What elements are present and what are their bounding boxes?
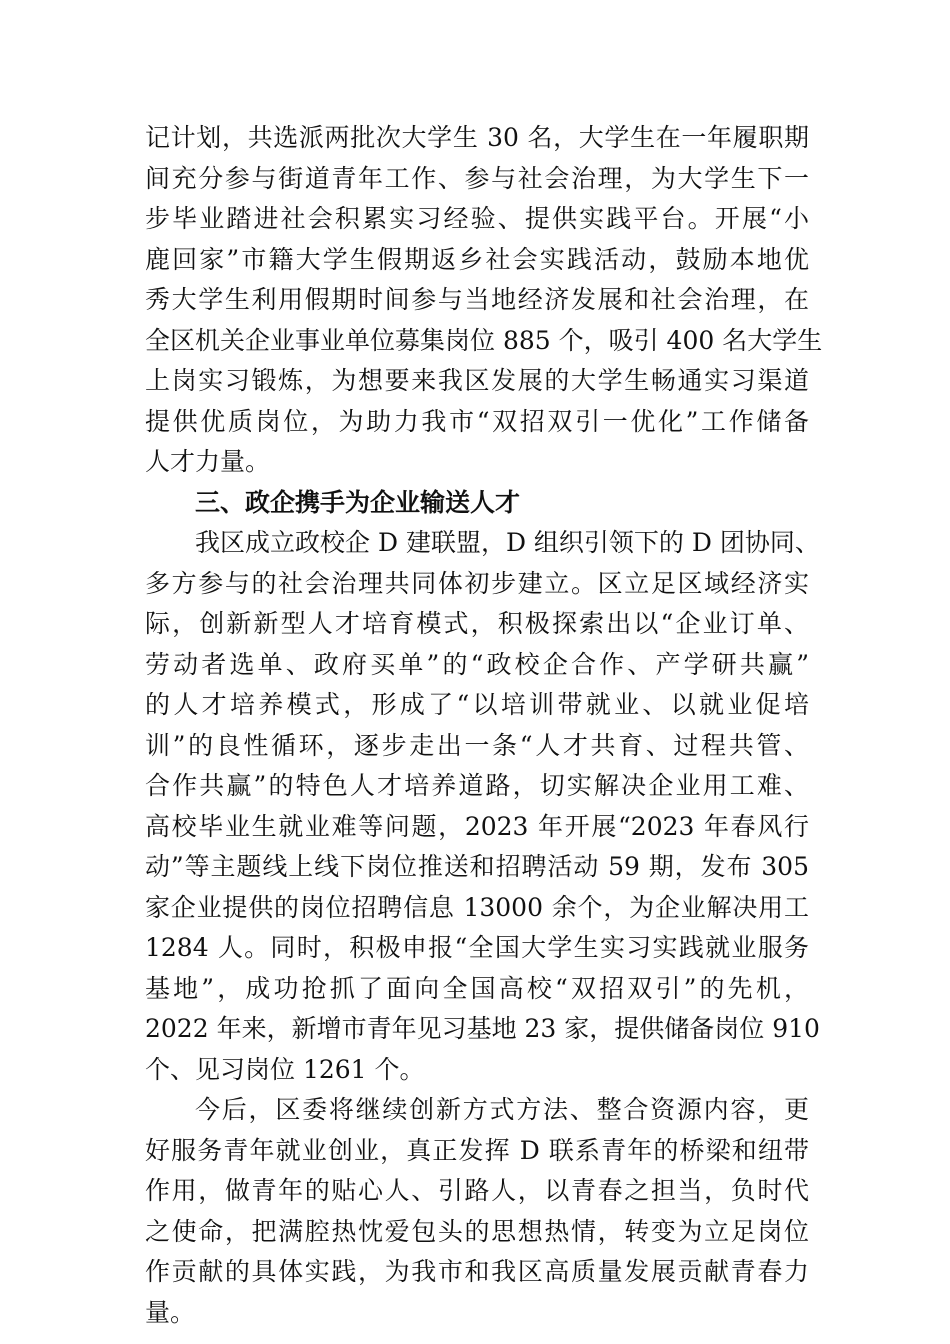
text-line: 全区机关企业事业单位募集岗位 885 个，吸引 400 名大学生 <box>145 325 823 355</box>
text-line: 步毕业踏进社会积累实习经验、提供实践平台。开展“小 <box>145 204 809 233</box>
text-line: 好服务青年就业创业，真正发挥 D 联系青年的桥梁和纽带 <box>145 1135 809 1165</box>
text-line: 鹿回家”市籍大学生假期返乡社会实践活动，鼓励本地优 <box>145 244 809 274</box>
document-page <box>145 118 823 1333</box>
text-line: 高校毕业生就业难等问题，2023 年开展“2023 年春风行 <box>145 811 809 841</box>
text-line: 多方参与的社会治理共同体初步建立。区立足区域经济实 <box>145 568 809 598</box>
text-line: 作贡献的具体实践，为我市和我区高质量发展贡献青春力 <box>145 1257 809 1286</box>
section-heading: 三、政企携手为企业输送人才 <box>195 487 521 517</box>
text-line: 秀大学生利用假期时间参与当地经济发展和社会治理，在 <box>145 285 809 314</box>
text-line: 间充分参与街道青年工作、参与社会治理，为大学生下一 <box>145 163 809 193</box>
text-line: 动”等主题线上线下岗位推送和招聘活动 59 期，发布 305 <box>145 852 809 881</box>
text-line: 训”的良性循环，逐步走出一条“人才共育、过程共管、 <box>145 730 809 760</box>
paragraph-talent <box>145 523 820 1090</box>
text-line: 我区成立政校企 D 建联盟，D 组织引领下的 D 团协同、 <box>195 528 820 557</box>
text-line: 作用，做青年的贴心人、引路人，以青春之担当，负时代 <box>145 1176 809 1205</box>
text-line: 合作共赢”的特色人才培养道路，切实解决企业用工难、 <box>145 771 809 800</box>
text-line: 提供优质岗位，为助力我市“双招双引一优化”工作储备 <box>145 406 809 436</box>
text-line: 上岗实习锻炼，为想要来我区发展的大学生畅通实习渠道 <box>145 366 809 395</box>
text-line: 1284 人。同时，积极申报“全国大学生实习实践就业服务 <box>145 933 809 962</box>
text-line: 人才力量。 <box>145 447 271 476</box>
text-line: 基地”，成功抢抓了面向全国高校“双招双引”的先机， <box>145 973 809 1003</box>
text-line: 家企业提供的岗位招聘信息 13000 余个，为企业解决用工 <box>145 892 809 922</box>
text-line: 今后，区委将继续创新方式方法、整合资源内容，更 <box>195 1095 809 1124</box>
paragraph-continuation <box>145 118 823 483</box>
text-line: 之使命，把满腔热忱爱包头的思想热情，转变为立足岗位 <box>145 1216 809 1246</box>
text-line: 记计划，共选派两批次大学生 30 名，大学生在一年履职期 <box>145 123 809 152</box>
text-line: 的人才培养模式，形成了“以培训带就业、以就业促培 <box>145 690 809 719</box>
text-line: 个、见习岗位 1261 个。 <box>145 1054 425 1084</box>
text-line: 量。 <box>145 1297 196 1327</box>
text-line: 劳动者选单、政府买单”的“政校企合作、产学研共赢” <box>145 649 809 679</box>
paragraph-outlook <box>145 1090 809 1333</box>
text-line: 际，创新新型人才培育模式，积极探索出以“企业订单、 <box>145 609 809 638</box>
text-line: 2022 年来，新增市青年见习基地 23 家，提供储备岗位 910 <box>145 1014 820 1043</box>
